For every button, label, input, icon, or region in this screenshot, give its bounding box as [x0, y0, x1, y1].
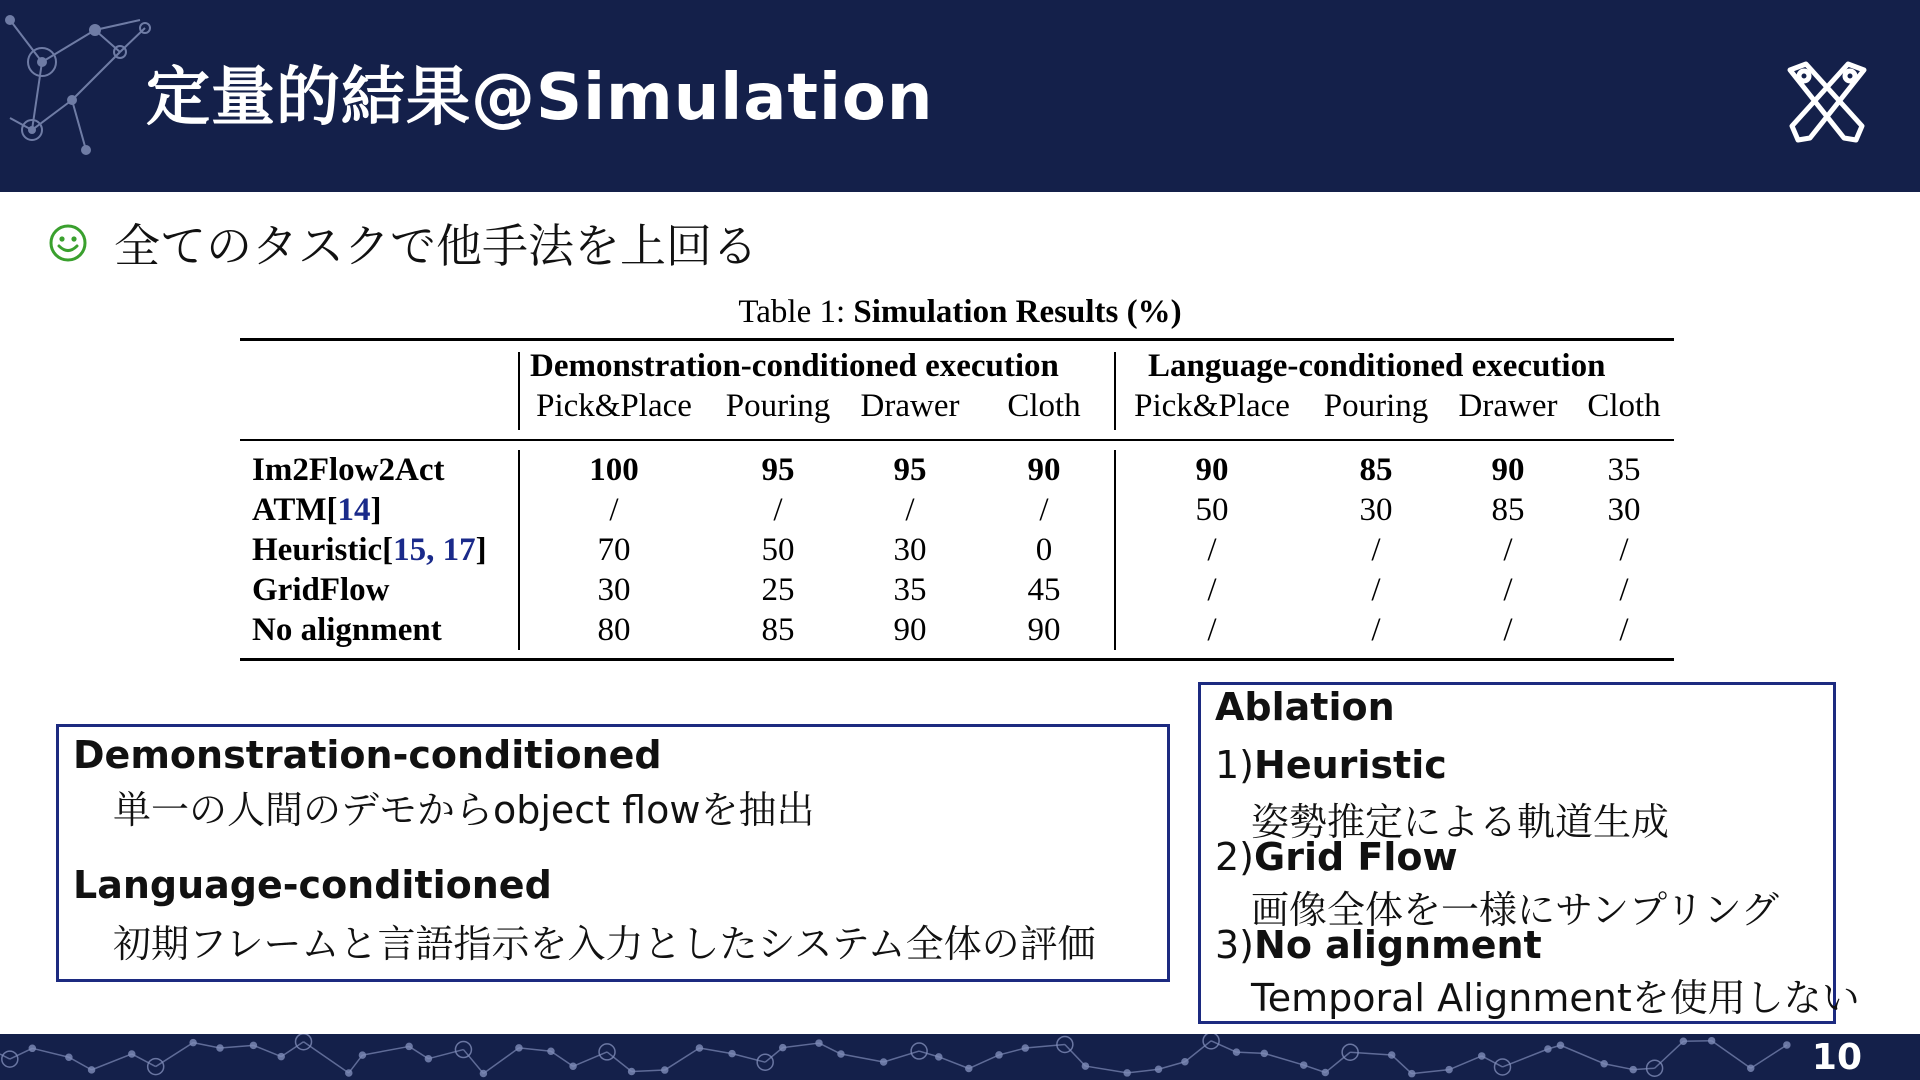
table-cell: /: [1503, 532, 1513, 568]
table-cell: /: [773, 492, 783, 528]
smiley-icon: [48, 223, 88, 263]
table-caption: [0, 294, 1920, 331]
table-cell: 85: [761, 612, 795, 648]
footer-network-decoration: [0, 1034, 1920, 1080]
bracket: ]: [475, 532, 487, 568]
table-cell: 35: [1607, 452, 1641, 488]
slide-title: 定量的結果@Simulation: [146, 61, 934, 135]
table-cell: 95: [761, 452, 795, 488]
table-bottom-rule: [240, 658, 1674, 661]
slide-footer: [0, 1034, 1920, 1080]
bullet-text: 全てのタスクで他手法を上回る: [114, 219, 758, 273]
table-cell: 45: [1027, 572, 1061, 608]
row-label: [252, 490, 382, 530]
ablation-desc-2: 画像全体を一様にサンプリング: [1251, 888, 1779, 932]
method-name: No alignment: [252, 612, 442, 648]
table-cell: /: [1207, 612, 1217, 648]
ablation-name: Heuristic: [1254, 743, 1447, 787]
table-cell: 90: [1491, 452, 1525, 488]
table-cell: 95: [893, 452, 927, 488]
method-name: Heuristic[: [252, 532, 394, 568]
table-cell: /: [609, 492, 619, 528]
table-divider: [518, 352, 520, 430]
table-divider: [1114, 352, 1116, 430]
caption-title: Simulation Results (%): [853, 294, 1182, 330]
row-label: [252, 610, 442, 650]
ablation-desc-3: Temporal Alignmentを使用しない: [1251, 976, 1860, 1020]
table-cell: 70: [597, 532, 631, 568]
method-name: GridFlow: [252, 572, 390, 608]
results-table: [240, 338, 1674, 660]
table-cell: /: [1207, 572, 1217, 608]
table-cell: 50: [1195, 492, 1229, 528]
table-cell: /: [1619, 612, 1629, 648]
caption-prefix: Table 1:: [738, 294, 846, 330]
ablation-num: 2): [1215, 835, 1255, 879]
demo-title: Demonstration-conditioned: [73, 733, 662, 777]
citation-link[interactable]: 14: [337, 492, 371, 528]
lang-desc: 初期フレームと言語指示を入力としたシステム全体の評価: [113, 922, 1096, 966]
row-label: [252, 530, 487, 570]
table-cell: 30: [1359, 492, 1393, 528]
table-cell: /: [1371, 612, 1381, 648]
ablation-box: [1198, 682, 1860, 1024]
method-name: ATM[: [252, 492, 338, 528]
table-cell: 90: [1027, 452, 1061, 488]
table-cell: /: [1619, 572, 1629, 608]
ablation-num: 3): [1215, 923, 1255, 967]
method-name: Im2Flow2Act: [252, 452, 445, 488]
ablation-desc-1: 姿勢推定による軌道生成: [1251, 800, 1670, 844]
row-label: [252, 570, 390, 610]
table-cell: /: [1371, 532, 1381, 568]
table-cell: 100: [589, 452, 639, 488]
table-cell: /: [1039, 492, 1049, 528]
table-cell: /: [1207, 532, 1217, 568]
table-cell: 50: [761, 532, 795, 568]
ablation-name: No alignment: [1254, 923, 1542, 967]
bracket: ]: [370, 492, 382, 528]
table-cell: 0: [1035, 532, 1053, 568]
table-cell: 30: [597, 572, 631, 608]
table-cell: /: [905, 492, 915, 528]
column-header: Pick&Place: [1134, 388, 1290, 424]
column-header: Drawer: [1458, 388, 1558, 424]
ablation-title: Ablation: [1215, 685, 1395, 729]
ablation-item-1: [1215, 743, 1447, 787]
column-header: Pouring: [1323, 388, 1429, 424]
table-cell: /: [1503, 612, 1513, 648]
table-cell: 90: [1027, 612, 1061, 648]
lang-title: Language-conditioned: [73, 863, 552, 907]
group-header-lang: Language-conditioned execution: [1148, 348, 1606, 384]
column-header: Pick&Place: [536, 388, 692, 424]
citation-link[interactable]: 15, 17: [393, 532, 476, 568]
ablation-item-3: [1215, 923, 1542, 967]
table-cell: 80: [597, 612, 631, 648]
column-header: Cloth: [1587, 388, 1661, 424]
table-mid-rule: [240, 439, 1674, 441]
ablation-num: 1): [1215, 743, 1255, 787]
table-cell: 90: [893, 612, 927, 648]
logo-icon: [1782, 56, 1872, 146]
table-cell: /: [1371, 572, 1381, 608]
ablation-item-2: [1215, 835, 1458, 879]
ablation-name: Grid Flow: [1254, 835, 1458, 879]
page-number: 10: [1811, 1037, 1862, 1078]
column-header: Drawer: [860, 388, 960, 424]
bullet-line: [48, 210, 758, 276]
table-cell: /: [1503, 572, 1513, 608]
conditions-box: [56, 724, 1170, 982]
table-divider: [1114, 450, 1116, 650]
table-cell: /: [1619, 532, 1629, 568]
column-header: Cloth: [1007, 388, 1081, 424]
table-cell: 25: [761, 572, 795, 608]
table-cell: 35: [893, 572, 927, 608]
table-cell: 85: [1491, 492, 1525, 528]
demo-desc: 単一の人間のデモからobject flowを抽出: [113, 788, 815, 832]
table-cell: 30: [1607, 492, 1641, 528]
group-header-demo: Demonstration-conditioned execution: [530, 348, 1059, 384]
table-top-rule: [240, 338, 1674, 341]
row-label: [252, 450, 444, 490]
table-cell: 85: [1359, 452, 1393, 488]
slide-header: [0, 0, 1920, 192]
table-cell: 30: [893, 532, 927, 568]
table-divider: [518, 450, 520, 650]
table-cell: 90: [1195, 452, 1229, 488]
column-header: Pouring: [725, 388, 831, 424]
